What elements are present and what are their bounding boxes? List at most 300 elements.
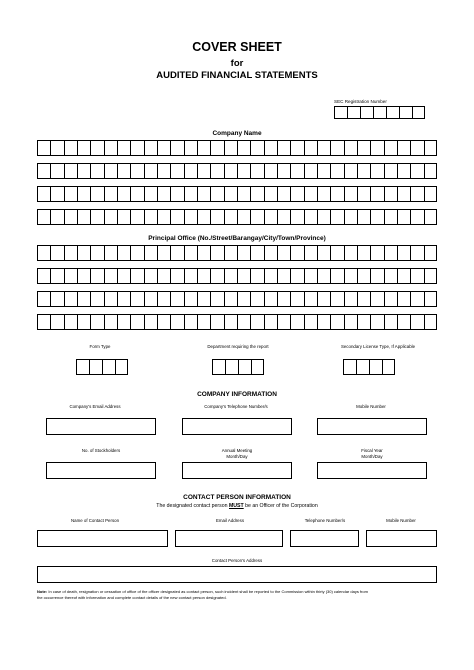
company-telephone-label: Company's Telephone Number/s	[204, 404, 268, 409]
contact-address-label: Contact Person's Address	[211, 558, 263, 563]
contact-name-field[interactable]	[37, 530, 168, 547]
input-box[interactable]	[117, 186, 130, 202]
input-box[interactable]	[170, 209, 183, 225]
input-box[interactable]	[317, 314, 330, 330]
input-box[interactable]	[290, 291, 303, 307]
input-box[interactable]	[117, 314, 130, 330]
input-box[interactable]	[104, 209, 117, 225]
input-box[interactable]	[410, 140, 423, 156]
contact-name-label: Name of Contact Person	[70, 518, 120, 523]
input-box[interactable]	[144, 291, 157, 307]
input-box[interactable]	[117, 268, 130, 284]
input-box[interactable]	[277, 209, 290, 225]
input-box[interactable]	[382, 359, 395, 375]
input-box[interactable]	[238, 359, 251, 375]
secondary-license-boxes[interactable]	[343, 359, 395, 375]
input-box[interactable]	[410, 163, 423, 179]
mobile-number-field[interactable]	[317, 418, 427, 435]
input-box[interactable]	[397, 140, 410, 156]
input-box[interactable]	[184, 291, 197, 307]
input-box[interactable]	[369, 359, 382, 375]
input-box[interactable]	[104, 314, 117, 330]
input-box[interactable]	[410, 245, 423, 261]
input-box[interactable]	[250, 140, 263, 156]
input-box[interactable]	[170, 268, 183, 284]
input-box[interactable]	[250, 314, 263, 330]
input-box[interactable]	[250, 163, 263, 179]
input-box[interactable]	[304, 314, 317, 330]
input-box[interactable]	[237, 291, 250, 307]
input-box[interactable]	[424, 268, 437, 284]
input-box[interactable]	[130, 140, 143, 156]
input-box[interactable]	[344, 140, 357, 156]
company-email-field[interactable]	[46, 418, 156, 435]
company-information-heading: COMPANY INFORMATION	[197, 391, 277, 398]
input-box[interactable]	[410, 186, 423, 202]
box-row[interactable]	[37, 140, 437, 156]
input-box[interactable]	[210, 186, 223, 202]
input-box[interactable]	[157, 314, 170, 330]
input-box[interactable]	[250, 291, 263, 307]
input-box[interactable]	[357, 314, 370, 330]
input-box[interactable]	[64, 140, 77, 156]
input-box[interactable]	[197, 291, 210, 307]
input-box[interactable]	[210, 291, 223, 307]
input-box[interactable]	[64, 268, 77, 284]
box-row[interactable]	[37, 209, 437, 225]
input-box[interactable]	[424, 209, 437, 225]
input-box[interactable]	[77, 291, 90, 307]
input-box[interactable]	[370, 268, 383, 284]
input-box[interactable]	[384, 268, 397, 284]
contact-email-field[interactable]	[175, 530, 283, 547]
input-box[interactable]	[290, 314, 303, 330]
input-box[interactable]	[237, 268, 250, 284]
input-box[interactable]	[290, 186, 303, 202]
input-box[interactable]	[290, 163, 303, 179]
input-box[interactable]	[157, 291, 170, 307]
input-box[interactable]	[170, 140, 183, 156]
input-box[interactable]	[344, 314, 357, 330]
input-box[interactable]	[410, 268, 423, 284]
input-box[interactable]	[330, 209, 343, 225]
input-box[interactable]	[104, 140, 117, 156]
input-box[interactable]	[410, 209, 423, 225]
input-box[interactable]	[197, 186, 210, 202]
box-row[interactable]	[37, 291, 437, 307]
input-box[interactable]	[397, 268, 410, 284]
input-box[interactable]	[357, 291, 370, 307]
input-box[interactable]	[264, 268, 277, 284]
input-box[interactable]	[64, 209, 77, 225]
input-box[interactable]	[304, 209, 317, 225]
input-box[interactable]	[77, 245, 90, 261]
input-box[interactable]	[424, 140, 437, 156]
input-box[interactable]	[64, 186, 77, 202]
input-box[interactable]	[144, 268, 157, 284]
input-box[interactable]	[144, 140, 157, 156]
input-box[interactable]	[277, 163, 290, 179]
company-telephone-field[interactable]	[182, 418, 292, 435]
input-box[interactable]	[50, 163, 63, 179]
input-box[interactable]	[344, 163, 357, 179]
input-box[interactable]	[347, 106, 360, 119]
input-box[interactable]	[250, 245, 263, 261]
mobile-number-label: Mobile Number	[356, 404, 386, 409]
input-box[interactable]	[330, 291, 343, 307]
input-box[interactable]	[317, 245, 330, 261]
input-box[interactable]	[370, 209, 383, 225]
input-box[interactable]	[424, 186, 437, 202]
input-box[interactable]	[397, 314, 410, 330]
input-box[interactable]	[384, 186, 397, 202]
input-box[interactable]	[50, 209, 63, 225]
input-box[interactable]	[330, 163, 343, 179]
input-box[interactable]	[102, 359, 115, 375]
input-box[interactable]	[210, 245, 223, 261]
input-box[interactable]	[117, 245, 130, 261]
input-box[interactable]	[330, 140, 343, 156]
input-box[interactable]	[384, 140, 397, 156]
sec-registration-boxes[interactable]	[334, 106, 425, 119]
input-box[interactable]	[37, 291, 50, 307]
input-box[interactable]	[264, 291, 277, 307]
input-box[interactable]	[410, 291, 423, 307]
input-box[interactable]	[50, 291, 63, 307]
input-box[interactable]	[184, 163, 197, 179]
input-box[interactable]	[357, 163, 370, 179]
input-box[interactable]	[356, 359, 369, 375]
form-type-boxes[interactable]	[76, 359, 128, 375]
input-box[interactable]	[210, 163, 223, 179]
input-box[interactable]	[130, 163, 143, 179]
input-box[interactable]	[304, 140, 317, 156]
input-box[interactable]	[344, 291, 357, 307]
input-box[interactable]	[317, 140, 330, 156]
input-box[interactable]	[117, 291, 130, 307]
input-box[interactable]	[224, 314, 237, 330]
input-box[interactable]	[330, 314, 343, 330]
sec-registration-label: SEC Registration Number	[334, 99, 387, 104]
input-box[interactable]	[130, 245, 143, 261]
input-box[interactable]	[117, 209, 130, 225]
input-box[interactable]	[144, 245, 157, 261]
input-box[interactable]	[50, 314, 63, 330]
input-box[interactable]	[304, 186, 317, 202]
input-box[interactable]	[370, 314, 383, 330]
input-box[interactable]	[90, 209, 103, 225]
box-row[interactable]	[37, 186, 437, 202]
input-box[interactable]	[264, 186, 277, 202]
box-row[interactable]	[37, 163, 437, 179]
input-box[interactable]	[277, 314, 290, 330]
input-box[interactable]	[157, 209, 170, 225]
input-box[interactable]	[357, 186, 370, 202]
input-box[interactable]	[144, 186, 157, 202]
contact-mobile-field[interactable]	[366, 530, 437, 547]
input-box[interactable]	[399, 106, 412, 119]
input-box[interactable]	[317, 268, 330, 284]
input-box[interactable]	[170, 245, 183, 261]
input-box[interactable]	[384, 163, 397, 179]
input-box[interactable]	[212, 359, 225, 375]
input-box[interactable]	[144, 314, 157, 330]
input-box[interactable]	[334, 106, 347, 119]
input-box[interactable]	[104, 268, 117, 284]
input-box[interactable]	[317, 209, 330, 225]
input-box[interactable]	[344, 268, 357, 284]
input-box[interactable]	[357, 209, 370, 225]
input-box[interactable]	[144, 163, 157, 179]
input-box[interactable]	[157, 186, 170, 202]
contact-person-heading: CONTACT PERSON INFORMATION	[183, 494, 291, 501]
input-box[interactable]	[360, 106, 373, 119]
input-box[interactable]	[424, 163, 437, 179]
input-box[interactable]	[157, 268, 170, 284]
input-box[interactable]	[343, 359, 356, 375]
input-box[interactable]	[357, 245, 370, 261]
designated-note-pre: The designated contact person	[156, 503, 229, 509]
input-box[interactable]	[210, 140, 223, 156]
input-box[interactable]	[157, 140, 170, 156]
designated-note-must: MUST	[228, 503, 244, 509]
stockholders-label: No. of Stockholders	[81, 448, 121, 453]
input-box[interactable]	[277, 291, 290, 307]
input-box[interactable]	[225, 359, 238, 375]
input-box[interactable]	[370, 140, 383, 156]
input-box[interactable]	[410, 314, 423, 330]
input-box[interactable]	[37, 314, 50, 330]
input-box[interactable]	[64, 163, 77, 179]
input-box[interactable]	[210, 268, 223, 284]
input-box[interactable]	[64, 245, 77, 261]
input-box[interactable]	[290, 140, 303, 156]
input-box[interactable]	[37, 186, 50, 202]
input-box[interactable]	[37, 268, 50, 284]
input-box[interactable]	[357, 140, 370, 156]
input-box[interactable]	[277, 245, 290, 261]
input-box[interactable]	[250, 209, 263, 225]
input-box[interactable]	[89, 359, 102, 375]
note-label: Note:	[37, 589, 48, 594]
box-row[interactable]	[37, 268, 437, 284]
input-box[interactable]	[277, 268, 290, 284]
input-box[interactable]	[304, 163, 317, 179]
input-box[interactable]	[90, 245, 103, 261]
input-box[interactable]	[224, 163, 237, 179]
input-box[interactable]	[184, 140, 197, 156]
input-box[interactable]	[370, 291, 383, 307]
input-box[interactable]	[197, 163, 210, 179]
input-box[interactable]	[370, 245, 383, 261]
input-box[interactable]	[424, 291, 437, 307]
input-box[interactable]	[397, 245, 410, 261]
input-box[interactable]	[373, 106, 386, 119]
input-box[interactable]	[264, 209, 277, 225]
input-box[interactable]	[104, 163, 117, 179]
input-box[interactable]	[77, 163, 90, 179]
principal-office-label: Principal Office (No./Street/Barangay/City/Town/Province)	[148, 235, 326, 242]
input-box[interactable]	[197, 209, 210, 225]
input-box[interactable]	[144, 209, 157, 225]
input-box[interactable]	[397, 291, 410, 307]
input-box[interactable]	[90, 291, 103, 307]
input-box[interactable]	[90, 140, 103, 156]
input-box[interactable]	[424, 245, 437, 261]
input-box[interactable]	[384, 245, 397, 261]
input-box[interactable]	[37, 163, 50, 179]
input-box[interactable]	[237, 163, 250, 179]
input-box[interactable]	[424, 314, 437, 330]
input-box[interactable]	[77, 140, 90, 156]
input-box[interactable]	[90, 163, 103, 179]
input-box[interactable]	[210, 314, 223, 330]
input-box[interactable]	[384, 314, 397, 330]
input-box[interactable]	[170, 291, 183, 307]
input-box[interactable]	[357, 268, 370, 284]
input-box[interactable]	[384, 209, 397, 225]
input-box[interactable]	[130, 268, 143, 284]
input-box[interactable]	[412, 106, 425, 119]
input-box[interactable]	[330, 245, 343, 261]
input-box[interactable]	[37, 245, 50, 261]
input-box[interactable]	[237, 245, 250, 261]
input-box[interactable]	[344, 245, 357, 261]
input-box[interactable]	[370, 186, 383, 202]
input-box[interactable]	[224, 291, 237, 307]
note-text-line2-wrap	[37, 595, 437, 601]
input-box[interactable]	[330, 268, 343, 284]
input-box[interactable]	[264, 140, 277, 156]
input-box[interactable]	[184, 314, 197, 330]
input-box[interactable]	[117, 163, 130, 179]
department-boxes[interactable]	[212, 359, 264, 375]
input-box[interactable]	[290, 209, 303, 225]
input-box[interactable]	[76, 359, 89, 375]
input-box[interactable]	[237, 140, 250, 156]
input-box[interactable]	[170, 163, 183, 179]
input-box[interactable]	[104, 186, 117, 202]
fiscal-year-label: Fiscal Year	[361, 448, 383, 453]
input-box[interactable]	[115, 359, 128, 375]
input-box[interactable]	[304, 268, 317, 284]
input-box[interactable]	[50, 186, 63, 202]
input-box[interactable]	[197, 314, 210, 330]
input-box[interactable]	[344, 186, 357, 202]
input-box[interactable]	[90, 268, 103, 284]
input-box[interactable]	[197, 245, 210, 261]
input-box[interactable]	[130, 314, 143, 330]
input-box[interactable]	[264, 245, 277, 261]
input-box[interactable]	[184, 209, 197, 225]
input-box[interactable]	[170, 186, 183, 202]
fiscal-year-field[interactable]	[317, 462, 427, 479]
input-box[interactable]	[224, 186, 237, 202]
input-box[interactable]	[344, 209, 357, 225]
input-box[interactable]	[90, 314, 103, 330]
annual-meeting-label: Annual Meeting	[221, 448, 253, 453]
input-box[interactable]	[50, 140, 63, 156]
input-box[interactable]	[224, 209, 237, 225]
input-box[interactable]	[304, 245, 317, 261]
input-box[interactable]	[224, 140, 237, 156]
input-box[interactable]	[397, 209, 410, 225]
box-row[interactable]	[37, 314, 437, 330]
input-box[interactable]	[304, 291, 317, 307]
for-label: for	[230, 58, 244, 69]
input-box[interactable]	[224, 268, 237, 284]
input-box[interactable]	[170, 314, 183, 330]
input-box[interactable]	[264, 163, 277, 179]
box-row[interactable]	[37, 245, 437, 261]
input-box[interactable]	[157, 245, 170, 261]
input-box[interactable]	[77, 314, 90, 330]
input-box[interactable]	[237, 186, 250, 202]
input-box[interactable]	[251, 359, 264, 375]
input-box[interactable]	[397, 186, 410, 202]
input-box[interactable]	[277, 140, 290, 156]
input-box[interactable]	[184, 268, 197, 284]
input-box[interactable]	[37, 209, 50, 225]
input-box[interactable]	[117, 140, 130, 156]
input-box[interactable]	[64, 314, 77, 330]
input-box[interactable]	[157, 163, 170, 179]
input-box[interactable]	[197, 140, 210, 156]
input-box[interactable]	[237, 314, 250, 330]
input-box[interactable]	[250, 268, 263, 284]
input-box[interactable]	[104, 291, 117, 307]
input-box[interactable]	[264, 314, 277, 330]
contact-address-field[interactable]	[37, 566, 437, 583]
input-box[interactable]	[50, 245, 63, 261]
secondary-license-label: Secondary License Type, If Applicable	[340, 344, 416, 349]
input-box[interactable]	[317, 163, 330, 179]
input-box[interactable]	[184, 245, 197, 261]
input-box[interactable]	[77, 268, 90, 284]
input-box[interactable]	[104, 245, 117, 261]
input-box[interactable]	[317, 291, 330, 307]
input-box[interactable]	[277, 186, 290, 202]
input-box[interactable]	[384, 291, 397, 307]
input-box[interactable]	[250, 186, 263, 202]
input-box[interactable]	[210, 209, 223, 225]
input-box[interactable]	[184, 186, 197, 202]
input-box[interactable]	[64, 291, 77, 307]
input-box[interactable]	[37, 140, 50, 156]
contact-mobile-label: Mobile Number	[386, 518, 416, 523]
input-box[interactable]	[370, 163, 383, 179]
input-box[interactable]	[130, 186, 143, 202]
input-box[interactable]	[397, 163, 410, 179]
input-box[interactable]	[130, 291, 143, 307]
input-box[interactable]	[197, 268, 210, 284]
input-box[interactable]	[90, 186, 103, 202]
annual-meeting-field[interactable]	[182, 462, 292, 479]
input-box[interactable]	[77, 209, 90, 225]
input-box[interactable]	[237, 209, 250, 225]
input-box[interactable]	[317, 186, 330, 202]
input-box[interactable]	[290, 245, 303, 261]
input-box[interactable]	[224, 245, 237, 261]
input-box[interactable]	[386, 106, 399, 119]
input-box[interactable]	[290, 268, 303, 284]
contact-telephone-field[interactable]	[290, 530, 359, 547]
input-box[interactable]	[50, 268, 63, 284]
input-box[interactable]	[77, 186, 90, 202]
input-box[interactable]	[330, 186, 343, 202]
stockholders-field[interactable]	[46, 462, 156, 479]
input-box[interactable]	[130, 209, 143, 225]
